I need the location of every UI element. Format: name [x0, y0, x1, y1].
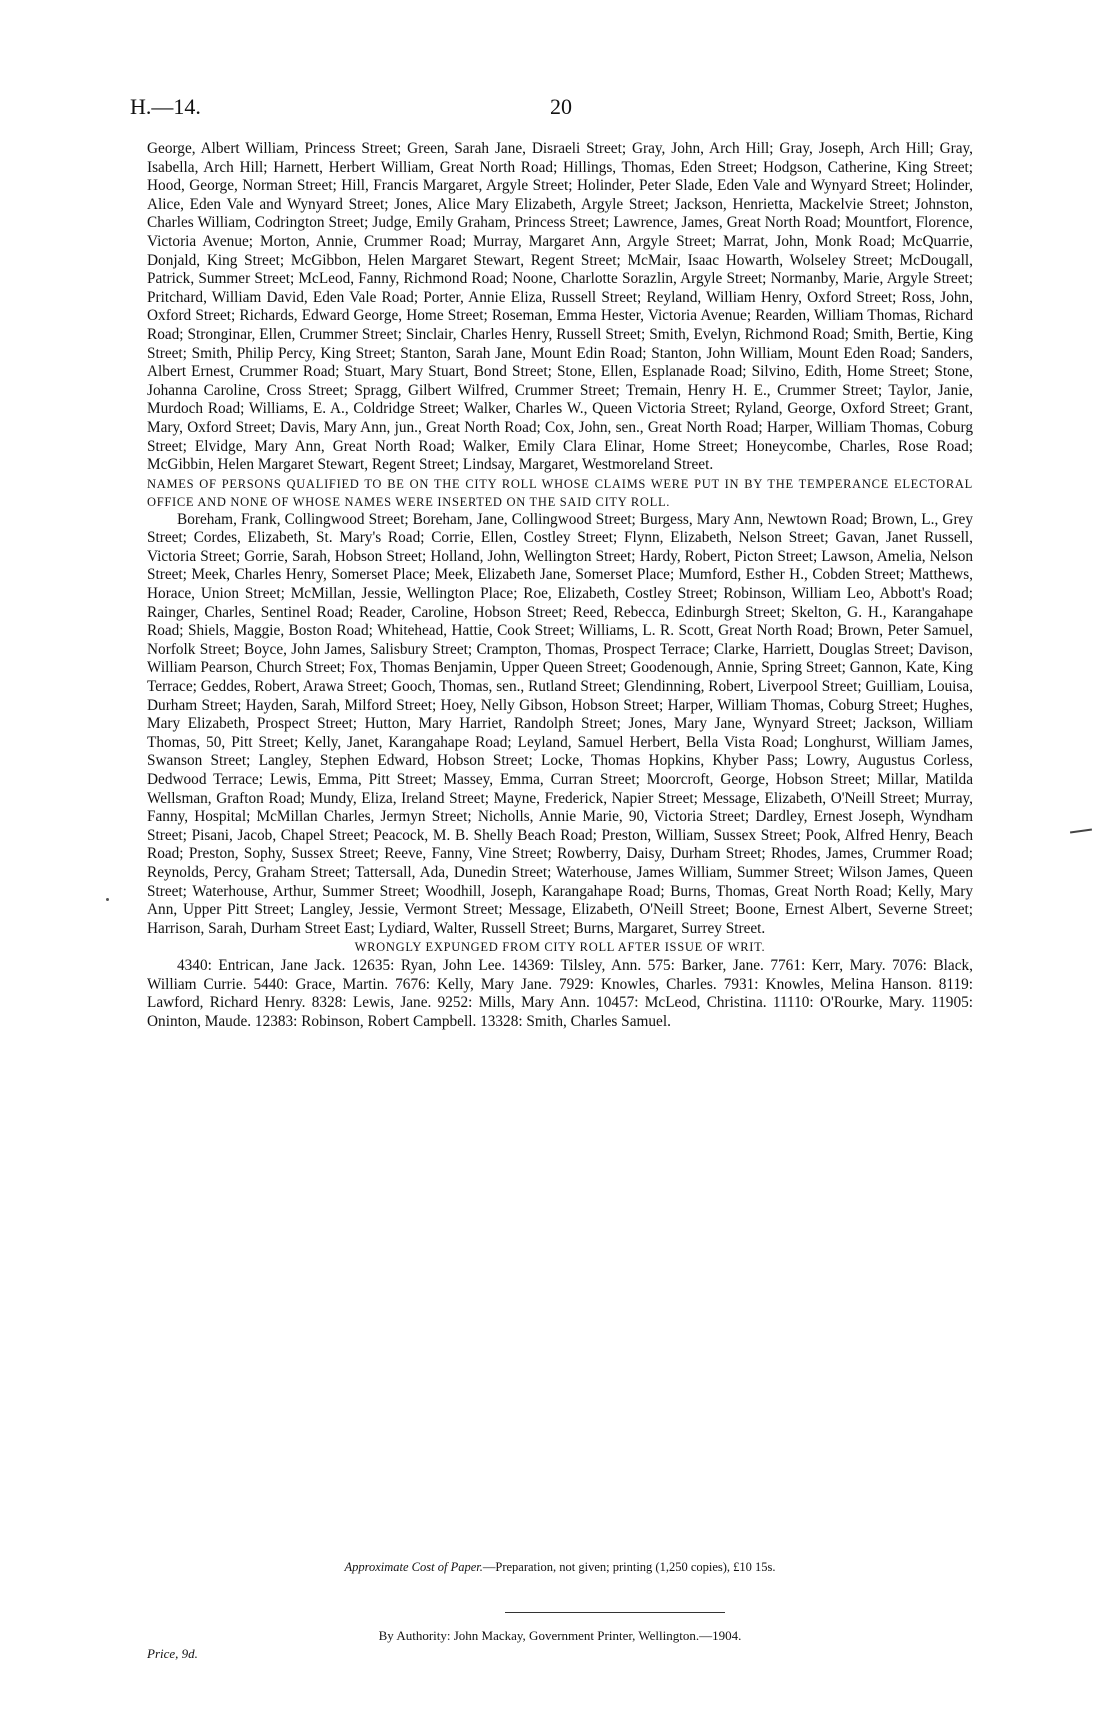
expunged-section-heading: WRONGLY EXPUNGED FROM CITY ROLL AFTER ISSUE OF WRIT. [354, 940, 766, 955]
expunged-section-body: 4340: Entrican, Jane Jack. 12635: Ryan, John Lee. 14369: Tilsley, Ann. 575: Barker, Jane. 7761: Kerr, Mary. 7076: Black, William Currie. 5440: Grace, Martin. 7676: Kelly, Mary Jane. 7929: Knowles, Charles. 7931: Knowles, Melina Hanson. 8119: Lawford, Richard Henry. 8328: Lewis, Jane. 9252: Mills, Mary Ann. 10457: McLeod, Christina. 11110: O'Rourke, Mary. 11905: Oninton, Maude. 12383: Robinson, Robert Campbell. 13328: Smith, Charles Samuel. [147, 956, 973, 1030]
printer-authority: By Authority: John Mackay, Government Printer, Wellington.—1904. [378, 1628, 742, 1643]
page-content [147, 140, 973, 1031]
temperance-section-body: Boreham, Frank, Collingwood Street; Boreham, Jane, Collingwood Street; Burgess, Mary Ann, Newtown Road; Brown, L., Grey Street; Cordes, Elizabeth, St. Mary's Road; Corrie, Ellen, Costley Street; Flynn, Elizabeth, Nelson Street; Gavan, Janet Russell, Victoria Street; Gorrie, Sarah, Hobson Street; Holland, John, Wellington Street; Hardy, Robert, Picton Street; Lawson, Amelia, Nelson Street; Meek, Charles Henry, Somerset Place; Meek, Elizabeth Jane, Somerset Place; Mumford, Esther H., Cobden Street; Matthews, Horace, Union Street; McMillan, Jessie, Wellington Place; Roe, Elizabeth, Costley Street; Robinson, William Leo, Abbott's Road; Rainger, Charles, Sentinel Road; Reader, Caroline, Hobson Street; Reed, Rebecca, Edinburgh Street; Skelton, G. H., Karangahape Road; Shiels, Maggie, Boston Road; Whitehead, Hattie, Cook Street; Williams, L. R. Scott, Great North Road; Brown, Peter Samuel, Norfolk Street; Boyce, John James, Salisbury Street; Crampton, Thomas, Prospect Terrace; Clarke, Harriett, Douglas Street; Davison, William Pearson, Church Street; Fox, Thomas Benjamin, Upper Queen Street; Goodenough, Annie, Spring Street; Gannon, Kate, King Terrace; Geddes, Robert, Arawa Street; Gooch, Thomas, sen., Rutland Street; Glendinning, Robert, Liverpool Street; Guilliam, Louisa, Durham Street; Hayden, Sarah, Milford Street; Hoey, Nelly Gibson, Hobson Street; Harper, William Thomas, Coburg Street; Hughes, Mary Elizabeth, Prospect Street; Hutton, Mary Harriet, Randolph Street; Jones, Mary Jane, Wynyard Street; Jackson, William Thomas, 50, Pitt Street; Kelly, Janet, Karangahape Road; Leyland, Samuel Herbert, Bella Vista Road; Longhurst, William James, Swanson Street; Langley, Stephen Edward, Hobson Street; Locke, Thomas Hopkins, Khyber Pass; Lowry, Augustus Corless, Dedwood Terrace; Lewis, Emma, Pitt Street; Massey, Emma, Curran Street; Moorcroft, George, Hobson Street; Millar, Matilda Wellsman, Grafton Road; Mundy, Eliza, Ireland Street; Mayne, Frederick, Napier Street; Message, Elizabeth, O'Neill Street; Murray, Fanny, Hospital; McMillan Charles, Jermyn Street; Nicholls, Annie Marie, 90, Victoria Street; Dardley, Ernest Joseph, Wyndham Street; Pisani, Jacob, Chapel Street; Peacock, M. B. Shelly Beach Road; Preston, William, Sussex Street; Pook, Alfred Henry, Beach Road; Preston, Sophy, Sussex Street; Reeve, Fanny, Vine Street; Rowberry, Daisy, Durham Street; Rhodes, James, Crummer Road; Reynolds, Percy, Graham Street; Tattersall, Ada, Dunedin Street; Waterhouse, James William, Summer Street; Wilson James, Queen Street; Waterhouse, Arthur, Summer Street; Woodhill, Joseph, Karangahape Road; Burns, Thomas, Great North Road; Kelly, Mary Ann, Upper Pitt Street; Langley, Jessie, Vermont Street; Message, Elizabeth, O'Neill Street; Boone, Ernest Albert, Severne Street; Harrison, Sarah, Durham Street East; Lydiard, Walter, Russell Street; Burns, Margaret, Surrey Street. [147, 510, 973, 937]
cost-label: Approximate Cost of Paper. [344, 1560, 483, 1574]
temperance-section-heading: NAMES OF PERSONS QUALIFIED TO BE ON THE CITY ROLL WHOSE CLAIMS WERE PUT IN BY THE TEMPERANCE ELECTORAL OFFICE AND NONE OF WHOSE NAMES WERE INSERTED ON THE SAID CITY ROLL. [147, 476, 973, 509]
margin-dot [106, 898, 109, 901]
parliamentary-paper-ref: H.—14. [130, 94, 201, 119]
page-number: 20 [550, 94, 572, 119]
cost-note [147, 1560, 973, 1575]
continuation-paragraph: George, Albert William, Princess Street; Green, Sarah Jane, Disraeli Street; Gray, John, Arch Hill; Gray, Joseph, Arch Hill; Gray, Isabella, Arch Hill; Harnett, Herbert William, Great North Road; Hillings, Thomas, Eden Street; Hodgson, Catherine, King Street; Hood, George, Norman Street; Hill, Francis Margaret, Argyle Street; Holinder, Peter Slade, Eden Vale and Wynyard Street; Holinder, Alice, Eden Vale and Wynyard Street; Jones, Alice Mary Elizabeth, Argyle Street; Jackson, Henrietta, Mackelvie Street; Johnston, Charles William, Codrington Street; Judge, Emily Graham, Princess Street; Lawrence, James, Great North Road; Mountfort, Florence, Victoria Avenue; Morton, Annie, Crummer Road; Murray, Margaret Ann, Argyle Street; Marrat, John, Monk Road; McQuarrie, Donjald, King Street; McGibbon, Helen Margaret Stewart, Regent Street; McMair, Isaac Howarth, Wolseley Street; McDougall, Patrick, Summer Street; McLeod, Fanny, Richmond Road; Noone, Charlotte Sorazlin, Argyle Street; Normanby, Marie, Argyle Street; Pritchard, William David, Eden Vale Road; Porter, Annie Eliza, Russell Street; Reyland, William Henry, Oxford Street; Ross, John, Oxford Street; Richards, Edward George, Home Street; Roseman, Emma Hester, Victoria Avenue; Rearden, William Thomas, Richard Road; Stronginar, Ellen, Crummer Street; Sinclair, Charles Henry, Russell Street; Smith, Evelyn, Richmond Road; Smith, Bertie, King Street; Smith, Philip Percy, King Street; Stanton, Sarah Jane, Mount Edin Road; Stanton, John William, Mount Eden Road; Sanders, Albert Ernest, Crummer Road; Stuart, Mary Stuart, Bond Street; Stone, Ellen, Esplanade Road; Silvino, Edith, Home Street; Stone, Johanna Caroline, Cross Street; Spragg, Gilbert Wilfred, Crummer Street; Tremain, Henry H. E., Crummer Street; Taylor, Janie, Murdoch Road; Williams, E. A., Coldridge Street; Walker, Charles W., Queen Victoria Street; Ryland, George, Oxford Street; Grant, Mary, Oxford Street; Davis, Mary Ann, jun., Great North Road; Cox, John, sen., Great North Road; Harper, William Thomas, Coburg Street; Elvidge, Mary Ann, Great North Road; Walker, Emily Clara Elinar, Home Street; Honeycombe, Charles, Rose Road; McGibbin, Helen Margaret Stewart, Regent Street; Lindsay, Margaret, Westmoreland Street. [147, 140, 973, 474]
cost-text: —Preparation, not given; printing (1,250 copies), £10 15s. [482, 1560, 776, 1574]
footer-divider [505, 1612, 725, 1613]
margin-mark [1070, 828, 1092, 833]
price-note: Price, 9d. [147, 1646, 198, 1661]
